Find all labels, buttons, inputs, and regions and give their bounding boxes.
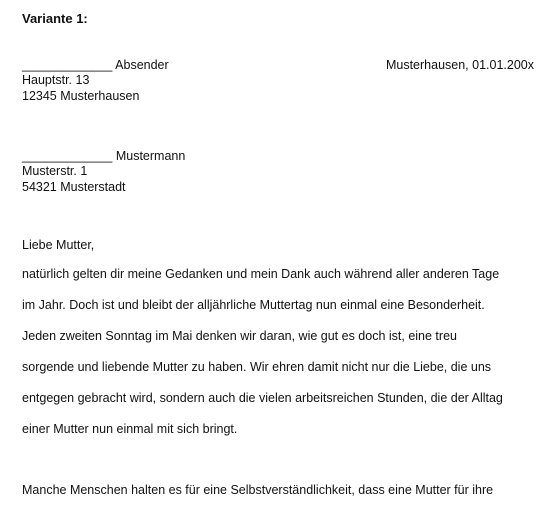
- body-line: natürlich gelten dir meine Gedanken und mein Dank auch während aller anderen Tage: [22, 267, 500, 281]
- body-line: Manche Menschen halten es für eine Selbstverständlichkeit, dass eine Mutter für ihre: [22, 483, 494, 497]
- body-line: im Jahr. Doch ist und bleibt der alljährliche Muttertag nun einmal eine Besonderheit.: [22, 298, 485, 312]
- recipient-name-line: _____________ Mustermann: [22, 149, 186, 163]
- sender-street: Hauptstr. 13: [22, 73, 90, 87]
- body-line: einer Mutter nun einmal mit sich bringt.: [22, 422, 238, 436]
- salutation: Liebe Mutter,: [22, 238, 95, 252]
- body-line: sorgende und liebende Mutter zu haben. Wir ehren damit nicht nur die Liebe, die uns: [22, 360, 492, 374]
- document-heading: Variante 1:: [22, 11, 88, 26]
- recipient-street: Musterstr. 1: [22, 164, 88, 178]
- recipient-city: 54321 Musterstadt: [22, 180, 126, 194]
- place-date: Musterhausen, 01.01.200x: [385, 58, 534, 72]
- sender-city: 12345 Musterhausen: [22, 89, 140, 103]
- body-line: Jeden zweiten Sonntag im Mai denken wir daran, wie gut es doch ist, eine treu: [22, 329, 457, 343]
- body-line: entgegen gebracht wird, sondern auch die vielen arbeitsreichen Stunden, die der Alltag: [22, 391, 503, 405]
- sender-name-line: _____________ Absender: [22, 58, 169, 72]
